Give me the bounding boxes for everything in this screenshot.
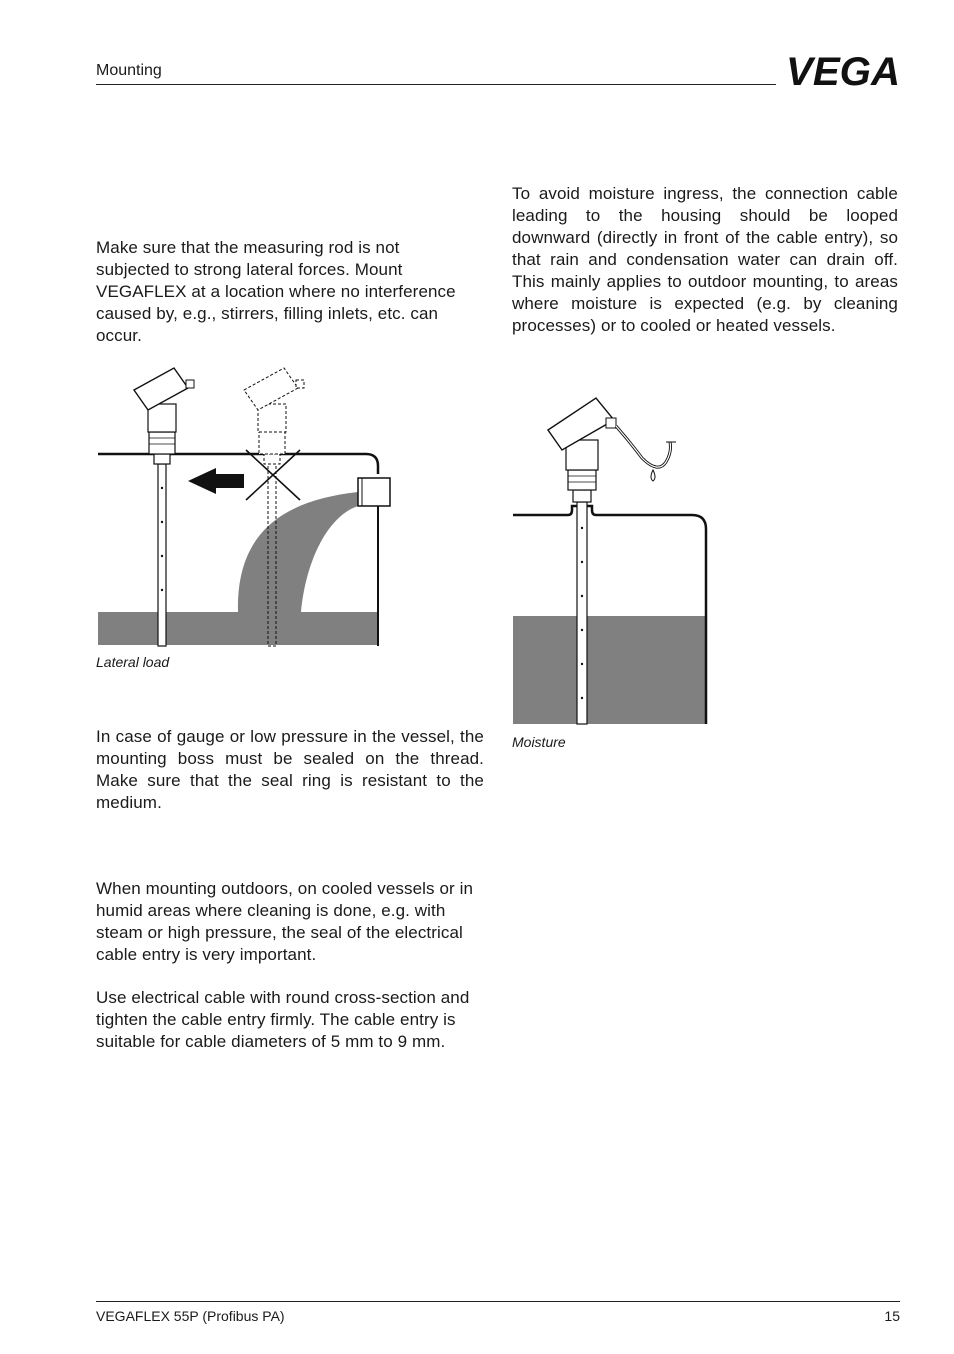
lateral-load-diagram	[96, 360, 396, 650]
pressure-paragraph: In case of gauge or low pressure in the vessel, the mounting boss must be sealed on the thread. Make sure that the seal ring is resistant to the medium.	[96, 727, 484, 812]
cable-paragraph: Use electrical cable with round cross-section and tighten the cable entry firmly. The cable entry is suitable for cable diameters of 5 mm to 9 mm.	[96, 988, 470, 1051]
page-number: 15	[884, 1308, 900, 1324]
moisture-caption: Moisture	[512, 734, 566, 750]
water-drop-icon	[651, 470, 655, 481]
medium-surface	[513, 616, 705, 724]
filling-inlet	[358, 478, 390, 506]
lateral-load-caption: Lateral load	[96, 654, 170, 670]
moisture-paragraph: To avoid moisture ingress, the connection cable leading to the housing should be looped downward (directly in front of the cable entry), so that rain and condensation water can drain off. This mainly applies to outdoor mounting, to areas where moisture is expected (e.g. by cleaning processes) or to cooled or heated vessels.	[512, 184, 898, 335]
section-title: Mounting	[96, 62, 162, 79]
outdoor-paragraph: When mounting outdoors, on cooled vessels or in humid areas where cleaning is done, e.g. with steam or high pressure, the seal of the electrical cable entry is very important.	[96, 879, 474, 964]
filling-stream	[238, 492, 358, 612]
probe-correct	[134, 368, 194, 646]
medium-surface	[98, 612, 378, 645]
lateral-force-arrow-icon	[188, 468, 244, 494]
vega-logo-text: VEGA	[786, 52, 900, 88]
lateral-load-paragraph: Make sure that the measuring rod is not subjected to strong lateral forces. Mount VEGAFLEX at a location where no interference caused by, e.g., stirrers, filling inlets, etc. can occur.	[96, 238, 456, 345]
vega-logo	[786, 52, 902, 88]
moisture-diagram	[510, 390, 710, 730]
footer-product: VEGAFLEX 55P (Profibus PA)	[96, 1308, 285, 1324]
header-rule	[96, 84, 776, 85]
footer-rule	[96, 1301, 900, 1302]
